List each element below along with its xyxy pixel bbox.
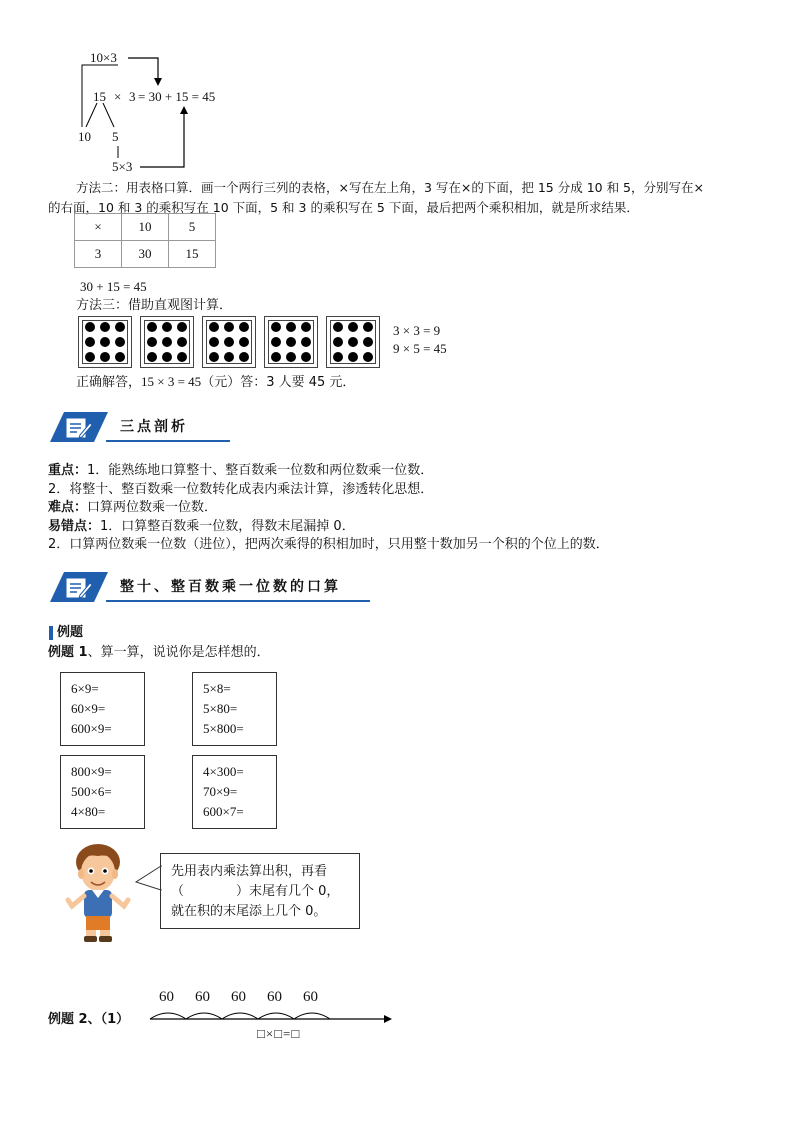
method2-table xyxy=(74,213,216,268)
split-right: 5 xyxy=(112,129,119,144)
dot xyxy=(100,337,110,347)
example1-question xyxy=(48,643,270,663)
exercise-item: 600×7= xyxy=(203,804,244,819)
pencil-note-icon xyxy=(66,417,92,439)
dot xyxy=(162,352,172,362)
example-heading: 例题 xyxy=(57,625,84,640)
dot xyxy=(301,337,311,347)
method3-title: 方法三：借助直观图计算． xyxy=(76,298,233,313)
difficult-point xyxy=(48,498,217,518)
dot xyxy=(333,322,343,332)
dot xyxy=(147,322,157,332)
dot xyxy=(209,337,219,347)
method2-line1: 方法二：用表格口算．画一个两行三列的表格，×写在左上角，3 写在×的下面，把 15 分成 10 和 5，分别写在× xyxy=(76,180,704,195)
dot xyxy=(115,352,125,362)
bubble-line: 先用表内乘法算出积，再看 xyxy=(171,864,328,879)
blank-equation: □×□=□ xyxy=(257,1026,301,1041)
dot xyxy=(209,322,219,332)
dot xyxy=(100,352,110,362)
dot xyxy=(177,322,187,332)
answer-suffix: （元）答：3 人要 45 元． xyxy=(201,375,356,390)
bottom-label: 5×3 xyxy=(112,159,133,174)
bubble-line: 就在积的末尾添上几个 0。 xyxy=(171,904,327,919)
answer-prefix: 正确解答， xyxy=(76,375,142,390)
section-title: 整十、整百数乘一位数的口算 xyxy=(120,579,341,595)
table-cell: × xyxy=(75,214,122,241)
exercise-item: 600×9= xyxy=(71,721,112,736)
jump-label: 60 xyxy=(195,989,210,1005)
dot xyxy=(333,352,343,362)
banner-line xyxy=(106,600,370,602)
answer-formula: 15 × 3 = 45 xyxy=(141,374,202,389)
dot xyxy=(115,337,125,347)
method3-answer xyxy=(76,372,355,393)
key-point-2: 2．将整十、整百数乘一位数转化成表内乘法计算，渗透转化思想． xyxy=(48,482,434,497)
exercise-item: 500×6= xyxy=(71,784,112,799)
dot xyxy=(301,322,311,332)
dot xyxy=(177,337,187,347)
error-point-1 xyxy=(48,517,355,537)
pencil-note-icon xyxy=(66,577,92,599)
equation: = 30 + 15 = 45 xyxy=(138,89,216,104)
dot xyxy=(162,322,172,332)
error-text: 1．口算整百数乘一位数，得数末尾漏掉 0． xyxy=(100,519,355,534)
table-cell: 15 xyxy=(169,241,216,268)
top-label: 10×3 xyxy=(90,50,117,65)
dot-box xyxy=(202,316,256,368)
dot xyxy=(115,322,125,332)
dot xyxy=(348,352,358,362)
exercise-item: 60×9= xyxy=(71,701,106,716)
multiplicand: 15 xyxy=(93,89,106,104)
dot-box xyxy=(140,316,194,368)
table-cell: 30 xyxy=(122,241,169,268)
multiplier: 3 xyxy=(129,89,136,104)
table-cell: 3 xyxy=(75,241,122,268)
dot xyxy=(100,322,110,332)
section-banner-topic xyxy=(50,572,370,604)
dot xyxy=(224,352,234,362)
heading-marker xyxy=(49,626,53,640)
dot xyxy=(239,352,249,362)
dot xyxy=(363,352,373,362)
example2-label: 例题 2、（1） xyxy=(48,1012,130,1027)
difficult-label: 难点： xyxy=(48,500,88,515)
exercise-box xyxy=(192,672,277,746)
dot xyxy=(271,322,281,332)
section-banner-analysis xyxy=(50,412,230,444)
dot xyxy=(363,337,373,347)
exercise-item: 4×300= xyxy=(203,764,244,779)
jump-label: 60 xyxy=(267,989,282,1005)
key-text: 1．能熟练地口算整十、整百数乘一位数和两位数乘一位数． xyxy=(87,463,434,478)
example1-label: 例题 1 xyxy=(48,645,88,660)
bubble-line: （ ）末尾有几个 0， xyxy=(171,884,340,899)
dot xyxy=(333,337,343,347)
exercise-item: 5×80= xyxy=(203,701,238,716)
cartoon-boy-illustration xyxy=(62,840,134,944)
dot xyxy=(348,322,358,332)
dot xyxy=(147,337,157,347)
exercise-box xyxy=(60,755,145,829)
dot xyxy=(286,322,296,332)
exercise-item: 5×800= xyxy=(203,721,244,736)
exercise-box xyxy=(192,755,277,829)
error-point-2: 2．口算两位数乘一位数（进位），把两次乘得的积相加时，只用整十数加另一个积的个位上的数． xyxy=(48,537,609,552)
difficult-text: 口算两位数乘一位数． xyxy=(87,500,218,515)
key-point-1 xyxy=(48,461,433,481)
method3-eq2: 9 × 5 = 45 xyxy=(393,341,447,356)
exercise-box xyxy=(60,672,145,746)
table-cell: 5 xyxy=(169,214,216,241)
dot xyxy=(177,352,187,362)
table-cell: 10 xyxy=(122,214,169,241)
banner-line xyxy=(106,440,230,442)
dot xyxy=(162,337,172,347)
jump-label: 60 xyxy=(159,989,174,1005)
dot xyxy=(85,322,95,332)
key-label: 重点： xyxy=(48,463,88,478)
error-label: 易错点： xyxy=(48,519,101,534)
dot-box xyxy=(78,316,132,368)
dot xyxy=(224,322,234,332)
dot xyxy=(301,352,311,362)
dot xyxy=(85,352,95,362)
jump-label: 60 xyxy=(231,989,246,1005)
dot xyxy=(286,352,296,362)
times-sign: × xyxy=(114,89,122,104)
dot xyxy=(224,337,234,347)
dot xyxy=(147,352,157,362)
exercise-item: 4×80= xyxy=(71,804,106,819)
dot xyxy=(271,337,281,347)
exercise-item: 800×9= xyxy=(71,764,112,779)
split-left: 10 xyxy=(78,129,91,144)
dot-box xyxy=(326,316,380,368)
dot xyxy=(286,337,296,347)
section-title: 三点剖析 xyxy=(120,419,188,435)
dot xyxy=(363,322,373,332)
dot xyxy=(239,322,249,332)
dot xyxy=(85,337,95,347)
hint-bubble xyxy=(160,853,360,929)
example1-text: 、算一算，说说你是怎样想的． xyxy=(87,645,270,660)
method2-line2: 的右面，10 和 3 的乘积写在 10 下面，5 和 3 的乘积写在 5 下面，最后把两个乘积相加，就是所求结果． xyxy=(48,200,639,215)
jump-label: 60 xyxy=(303,989,318,1005)
exercise-item: 70×9= xyxy=(203,784,238,799)
dot-box xyxy=(264,316,318,368)
method2-sum: 30 + 15 = 45 xyxy=(80,279,147,294)
dot xyxy=(348,337,358,347)
dot xyxy=(209,352,219,362)
dot xyxy=(239,337,249,347)
method3-eq1: 3 × 3 = 9 xyxy=(393,323,441,338)
dot xyxy=(271,352,281,362)
exercise-item: 5×8= xyxy=(203,681,231,696)
exercise-item: 6×9= xyxy=(71,681,99,696)
